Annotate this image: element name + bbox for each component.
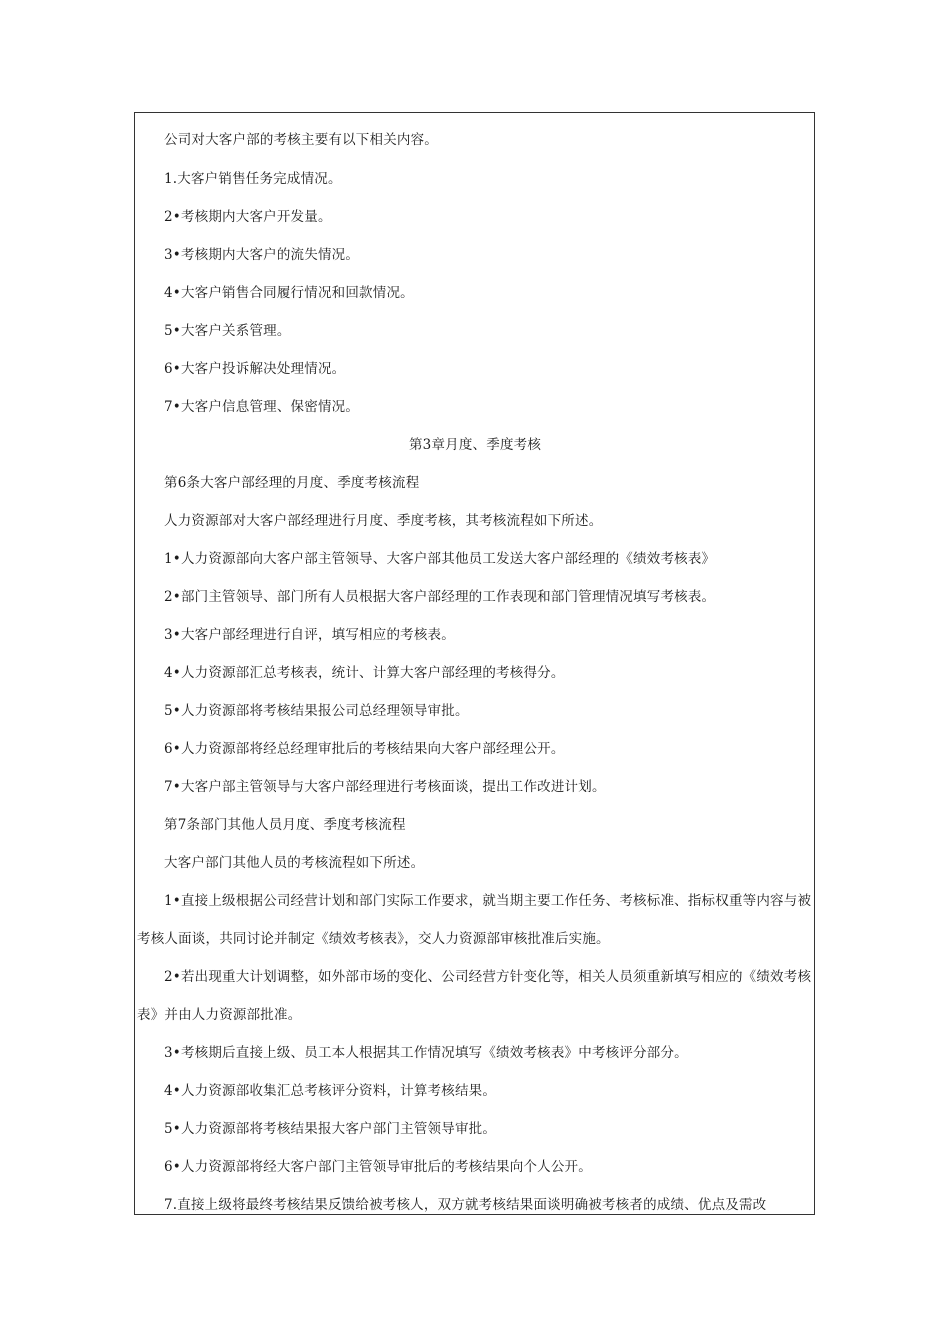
- list-item: 2•部门主管领导、部门所有人员根据大客户部经理的工作表现和部门管理情况填写考核表。: [164, 589, 716, 605]
- list-item: 5•大客户关系管理。: [164, 323, 291, 339]
- paragraph-intro: 公司对大客户部的考核主要有以下相关内容。: [164, 132, 438, 148]
- list-item: 6•大客户投诉解决处理情况。: [164, 361, 346, 377]
- article-heading: 第7条部门其他人员月度、季度考核流程: [164, 817, 406, 833]
- list-item: 7.直接上级将最终考核结果反馈给被考核人，双方就考核结果面谈明确被考核者的成绩、优点及需改: [164, 1197, 767, 1213]
- list-item: 1.大客户销售任务完成情况。: [164, 171, 342, 187]
- list-item: 6•人力资源部将经总经理审批后的考核结果向大客户部经理公开。: [164, 741, 565, 757]
- list-item: 1•直接上级根据公司经营计划和部门实际工作要求，就当期主要工作任务、考核标准、指标权重等内容与被: [164, 893, 812, 909]
- article-heading: 第6条大客户部经理的月度、季度考核流程: [164, 475, 420, 491]
- list-item: 2•若出现重大计划调整，如外部市场的变化、公司经营方针变化等，相关人员须重新填写相应的《绩效考核: [164, 969, 812, 985]
- list-item: 5•人力资源部将考核结果报公司总经理领导审批。: [164, 703, 469, 719]
- list-item: 4•人力资源部汇总考核表，统计、计算大客户部经理的考核得分。: [164, 665, 565, 681]
- list-item: 4•人力资源部收集汇总考核评分资料，计算考核结果。: [164, 1083, 497, 1099]
- list-item: 5•人力资源部将考核结果报大客户部门主管领导审批。: [164, 1121, 497, 1137]
- paragraph: 人力资源部对大客户部经理进行月度、季度考核，其考核流程如下所述。: [164, 513, 603, 529]
- list-item: 3•大客户部经理进行自评，填写相应的考核表。: [164, 627, 455, 643]
- list-item: 6•人力资源部将经大客户部门主管领导审批后的考核结果向个人公开。: [164, 1159, 592, 1175]
- list-item: 3•考核期后直接上级、员工本人根据其工作情况填写《绩效考核表》中考核评分部分。: [164, 1045, 688, 1061]
- list-item: 4•大客户销售合同履行情况和回款情况。: [164, 285, 414, 301]
- chapter-heading: 第3章月度、季度考核: [408, 437, 542, 453]
- list-item: 3•考核期内大客户的流失情况。: [164, 247, 360, 263]
- list-item-continuation: 考核人面谈，共同讨论并制定《绩效考核表》，交人力资源部审核批准后实施。: [137, 931, 610, 947]
- list-item: 2•考核期内大客户开发量。: [164, 209, 332, 225]
- paragraph: 大客户部门其他人员的考核流程如下所述。: [164, 855, 425, 871]
- list-item: 1•人力资源部向大客户部主管领导、大客户部其他员工发送大客户部经理的《绩效考核表》: [164, 551, 716, 567]
- list-item: 7•大客户部主管领导与大客户部经理进行考核面谈，提出工作改进计划。: [164, 779, 606, 795]
- list-item: 7•大客户信息管理、保密情况。: [164, 399, 360, 415]
- list-item-continuation: 表》并由人力资源部批准。: [137, 1007, 302, 1023]
